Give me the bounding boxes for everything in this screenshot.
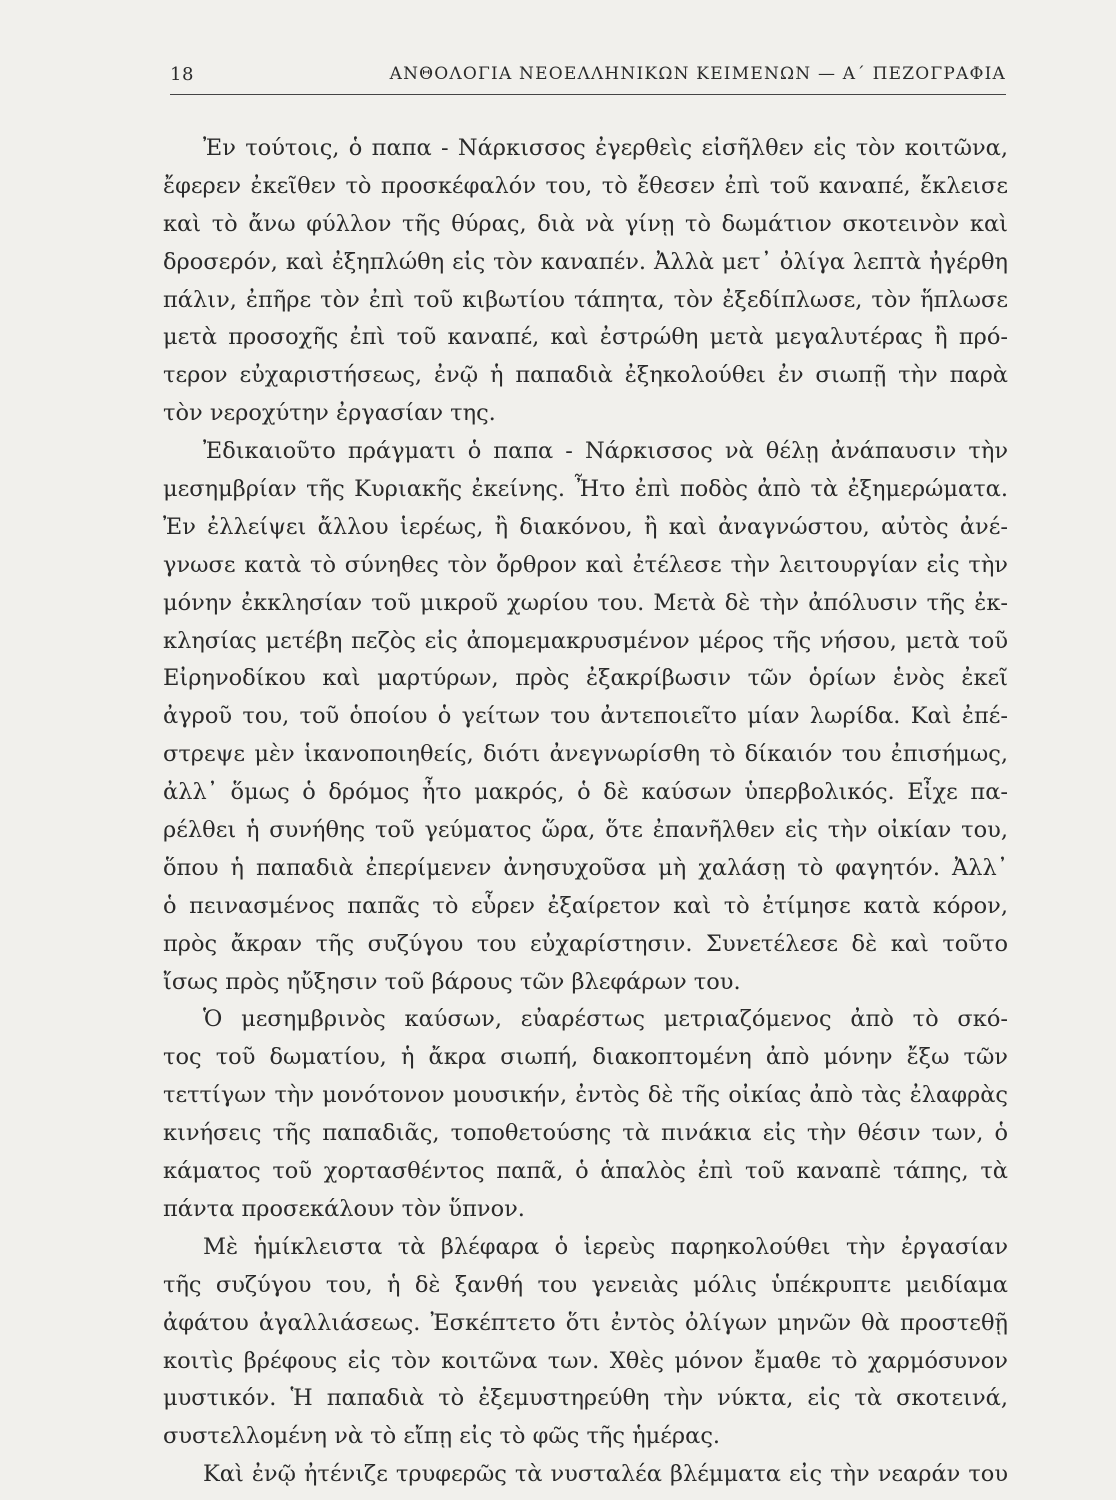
text-line: ἔφερεν ἐκεῖθεν τὸ προσκέφαλόν του, τὸ ἔθεσεν ἐπὶ τοῦ καναπέ, ἔκλεισε (163, 172, 1008, 199)
text-line: μυστικόν. Ἡ παπαδιὰ τὸ ἐξεμυστηρεύθη τὴν νύκτα, εἰς τὰ σκοτεινά, (163, 1385, 1008, 1412)
text-line: κινήσεις τῆς παπαδιᾶς, τοποθετούσης τὰ πινάκια εἰς τὴν θέσιν των, ὁ (163, 1120, 1008, 1147)
text-line: δροσερόν, καὶ ἐξηπλώθη εἰς τὸν καναπέν. Ἀλλὰ μετ᾽ ὀλίγα λεπτὰ ἠγέρθη (163, 248, 1008, 275)
text-line: ὅπου ἡ παπαδιὰ ἐπερίμενεν ἀνησυχοῦσα μὴ χαλάσῃ τὸ φαγητόν. Ἀλλ᾽ (163, 854, 1008, 881)
text-line: ἴσως πρὸς ηὔξησιν τοῦ βάρους τῶν βλεφάρων του. (163, 968, 741, 995)
text-line: καὶ τὸ ἄνω φύλλον τῆς θύρας, διὰ νὰ γίνῃ τὸ δωμάτιον σκοτεινὸν καὶ (163, 210, 1008, 237)
page-header (170, 64, 1006, 94)
text-line: πάντα προσεκάλουν τὸν ὕπνον. (163, 1195, 525, 1222)
text-line: τεττίγων τὴν μονότονον μουσικήν, ἐντὸς δὲ τῆς οἰκίας ἀπὸ τὰς ἐλαφρὰς (163, 1082, 1008, 1109)
text-line: Ἐν τούτοις, ὁ παπα - Νάρκισσος ἐγερθεὶς εἰσῆλθεν εἰς τὸν κοιτῶνα, (203, 135, 1008, 161)
text-line: πρὸς ἄκραν τῆς συζύγου του εὐχαρίστησιν. Συνετέλεσε δὲ καὶ τοῦτο (163, 930, 1008, 957)
text-line: συστελλομένη νὰ τὸ εἴπῃ εἰς τὸ φῶς τῆς ἡμέρας. (163, 1423, 721, 1450)
text-line: στρεψε μὲν ἱκανοποιηθείς, διότι ἀνεγνωρίσθη τὸ δίκαιόν του ἐπισήμως, (163, 741, 1008, 768)
text-line: τερον εὐχαριστήσεως, ἐνῷ ἡ παπαδιὰ ἐξηκολούθει ἐν σιωπῇ τὴν παρὰ (163, 362, 1008, 389)
text-line: γνωσε κατὰ τὸ σύνηθες τὸν ὄρθρον καὶ ἐτέλεσε τὴν λειτουργίαν εἰς τὴν (163, 551, 1008, 578)
text-line: Μὲ ἡμίκλειστα τὰ βλέφαρα ὁ ἱερεὺς παρηκολούθει τὴν ἐργασίαν (203, 1233, 1008, 1260)
header-rule (170, 94, 1006, 95)
text-line: μεσημβρίαν τῆς Κυριακῆς ἐκείνης. Ἦτο ἐπὶ ποδὸς ἀπὸ τὰ ἐξημερώματα. (163, 476, 1008, 503)
text-line: κλησίας μετέβη πεζὸς εἰς ἀπομεμακρυσμένον μέρος τῆς νήσου, μετὰ τοῦ (163, 627, 1008, 654)
text-line: πάλιν, ἐπῆρε τὸν ἐπὶ τοῦ κιβωτίου τάπητα, τὸν ἐξεδίπλωσε, τὸν ἥπλωσε (163, 286, 1008, 313)
text-line: ὁ πεινασμένος παπᾶς τὸ εὗρεν ἐξαίρετον καὶ τὸ ἐτίμησε κατὰ κόρον, (163, 892, 1008, 919)
running-title: ΑΝΘΟΛΟΓΙΑ ΝΕΟΕΛΛΗΝΙΚΩΝ ΚΕΙΜΕΝΩΝ — Α΄ ΠΕΖΟΓΡΑΦΙΑ (389, 64, 1006, 84)
text-line: τῆς συζύγου του, ἡ δὲ ξανθή του γενειὰς μόλις ὑπέκρυπτε μειδίαμα (163, 1271, 1008, 1298)
text-line: ἀλλ᾽ ὅμως ὁ δρόμος ἦτο μακρός, ὁ δὲ καύσων ὑπερβολικός. Εἶχε πα- (163, 779, 1008, 806)
text-line: ἀγροῦ του, τοῦ ὁποίου ὁ γείτων του ἀντεποιεῖτο μίαν λωρίδα. Καὶ ἐπέ- (163, 703, 1008, 730)
text-line: τος τοῦ δωματίου, ἡ ἄκρα σιωπή, διακοπτομένη ἀπὸ μόνην ἔξω τῶν (163, 1044, 1008, 1071)
text-line: Ἐδικαιοῦτο πράγματι ὁ παπα - Νάρκισσος νὰ θέλῃ ἀνάπαυσιν τὴν (203, 438, 1008, 465)
text-line: ρέλθει ἡ συνήθης τοῦ γεύματος ὥρα, ὅτε ἐπανῆλθεν εἰς τὴν οἰκίαν του, (163, 817, 1008, 844)
text-line: ἀφάτου ἀγαλλιάσεως. Ἐσκέπτετο ὅτι ἐντὸς ὀλίγων μηνῶν θὰ προστεθῇ (163, 1309, 1008, 1336)
text-line: μετὰ προσοχῆς ἐπὶ τοῦ καναπέ, καὶ ἐστρώθη μετὰ μεγαλυτέρας ἢ πρό- (163, 324, 1008, 351)
body-text (163, 130, 1008, 1494)
text-line: Εἰρηνοδίκου καὶ μαρτύρων, πρὸς ἐξακρίβωσιν τῶν ὁρίων ἑνὸς ἐκεῖ (163, 665, 1008, 692)
text-line: κάματος τοῦ χορτασθέντος παπᾶ, ὁ ἁπαλὸς ἐπὶ τοῦ καναπὲ τάπης, τὰ (163, 1158, 1008, 1185)
text-line: Ἐν ἐλλείψει ἄλλου ἱερέως, ἢ διακόνου, ἢ καὶ ἀναγνώστου, αὐτὸς ἀνέ- (163, 513, 1008, 540)
text-line: μόνην ἐκκλησίαν τοῦ μικροῦ χωρίου του. Μετὰ δὲ τὴν ἀπόλυσιν τῆς ἐκ- (163, 589, 1008, 616)
text-line: Ὁ μεσημβρινὸς καύσων, εὐαρέστως μετριαζόμενος ἀπὸ τὸ σκό- (203, 1006, 1008, 1033)
text-line: Καὶ ἐνῷ ἠτένιζε τρυφερῶς τὰ νυσταλέα βλέμματα εἰς τὴν νεαράν του (203, 1461, 1008, 1488)
text-line: κοιτὶς βρέφους εἰς τὸν κοιτῶνα των. Χθὲς μόνον ἔμαθε τὸ χαρμόσυνον (163, 1347, 1008, 1374)
page-number: 18 (170, 64, 194, 85)
text-line: τὸν νεροχύτην ἐργασίαν της. (163, 400, 496, 427)
